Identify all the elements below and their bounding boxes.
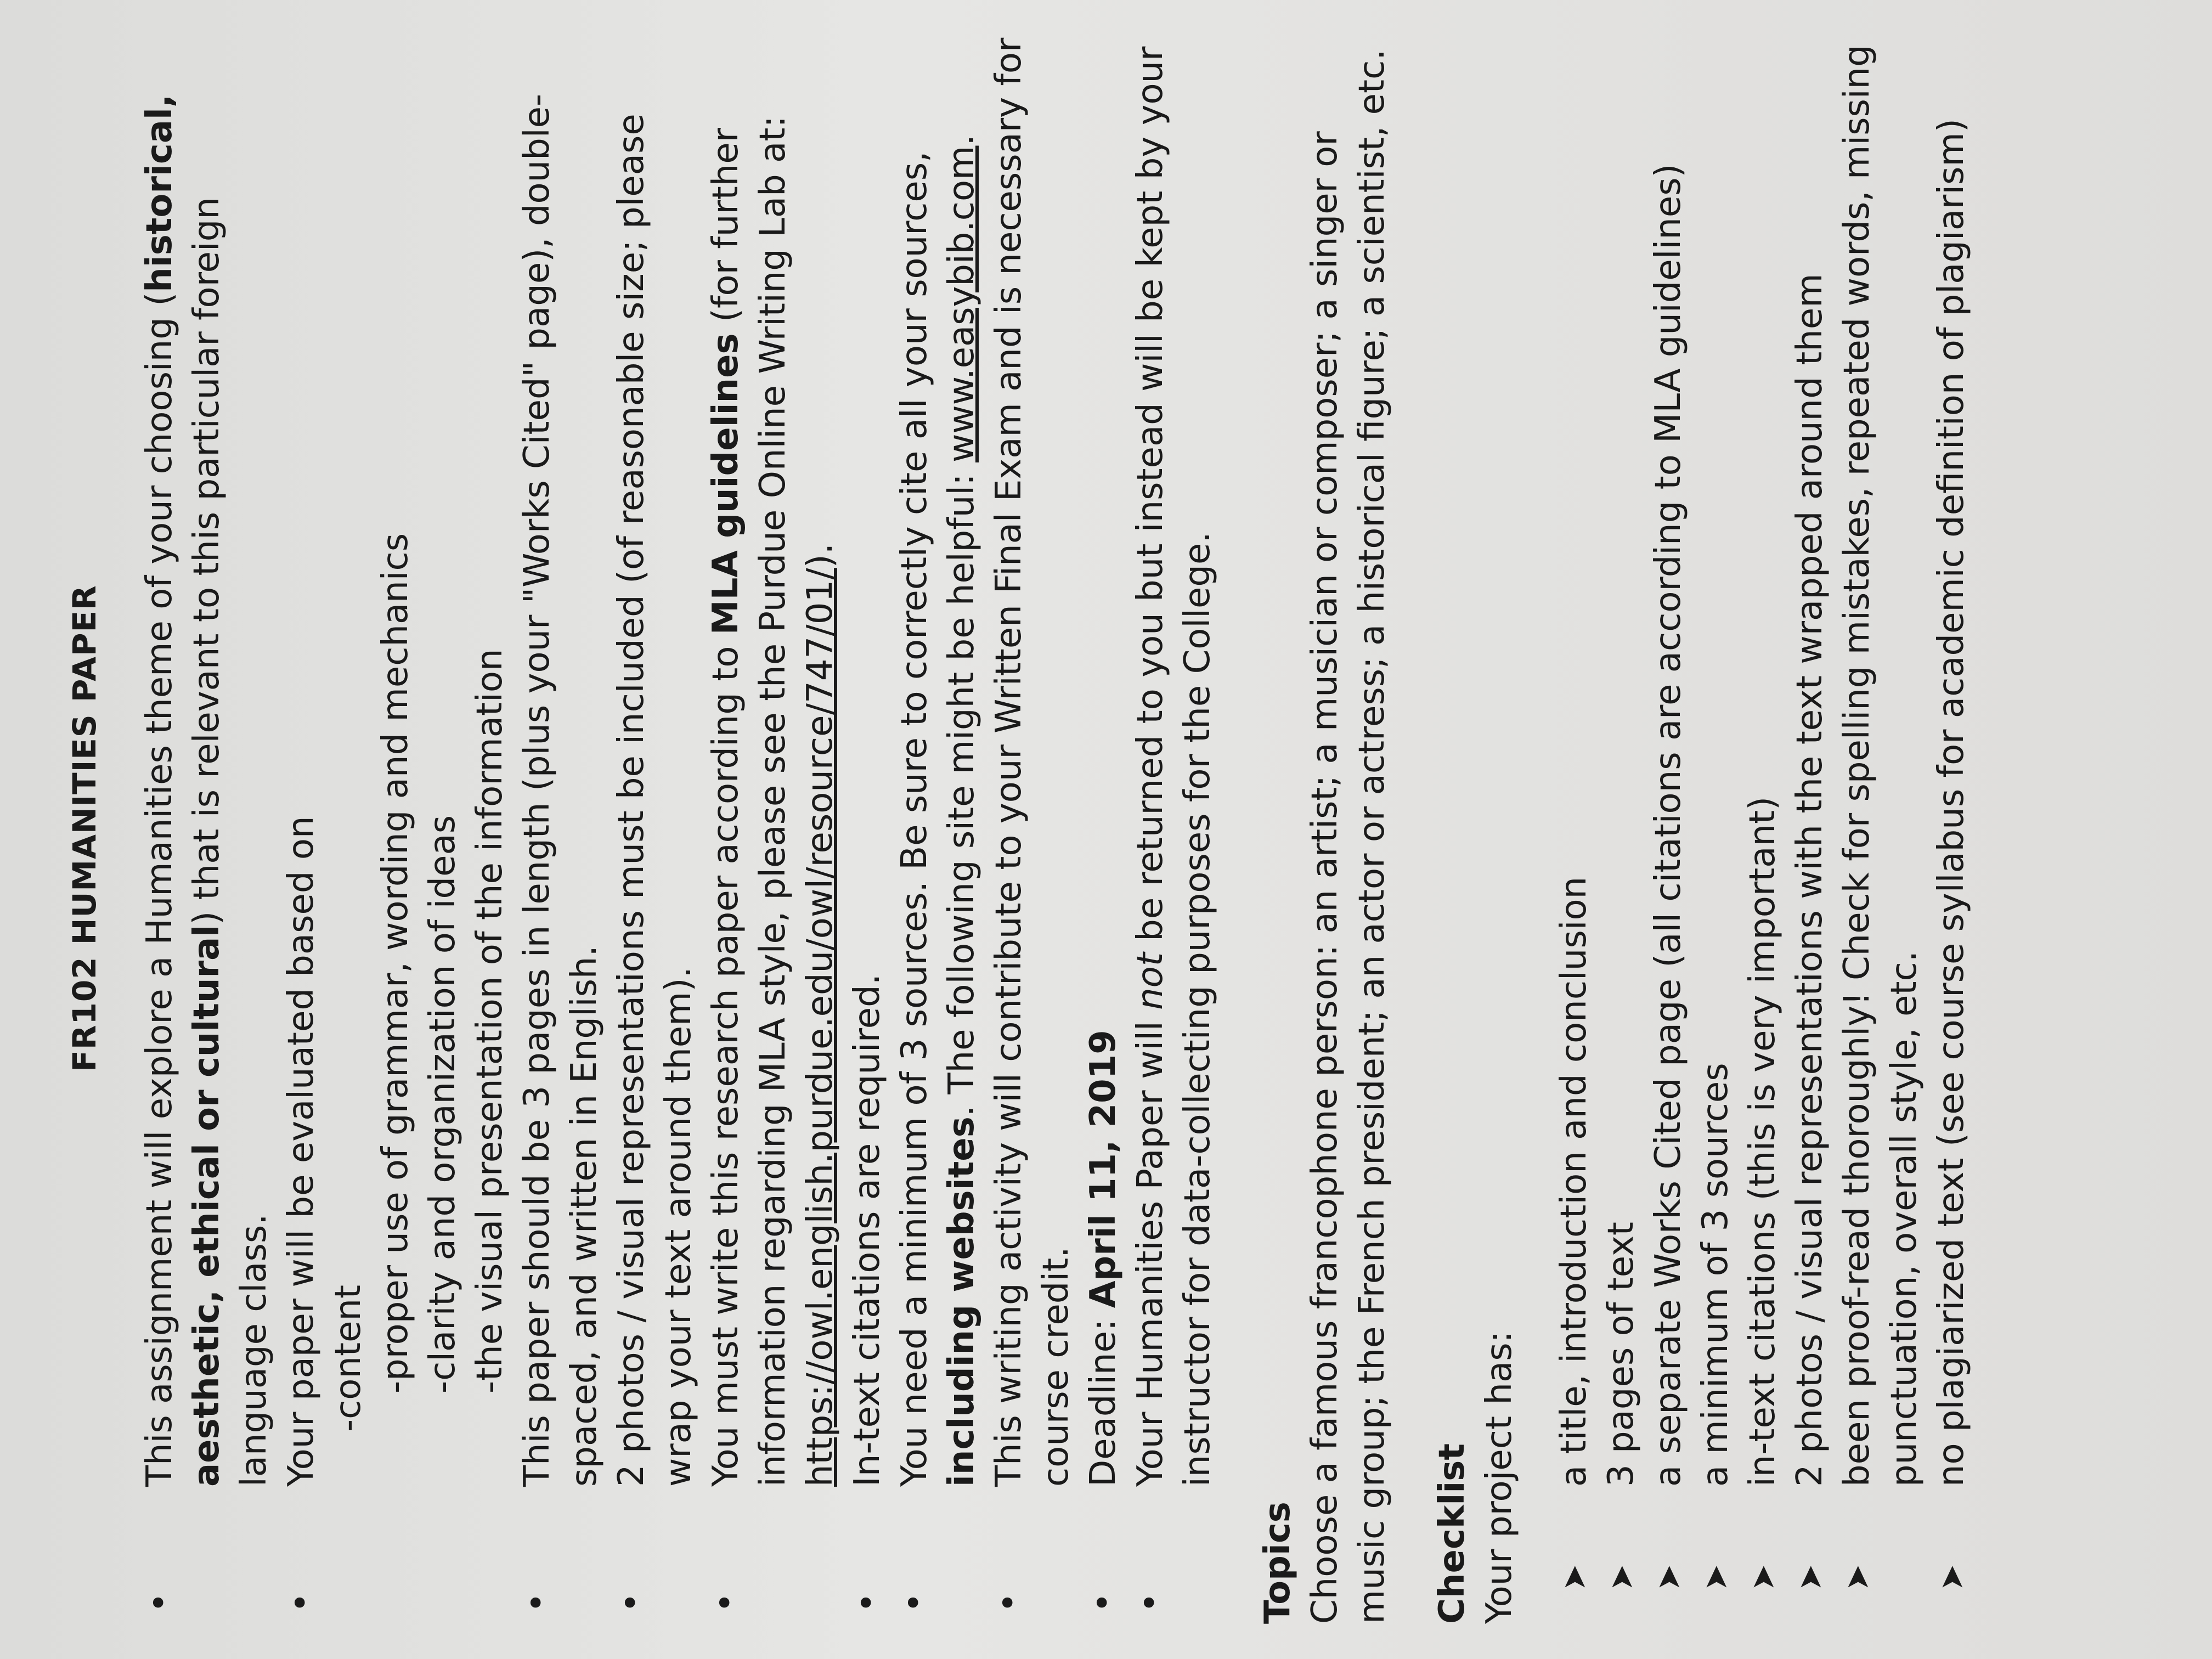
arrow-bullet-icon: ➤ [1933, 1564, 1970, 1591]
item-text: You need a minimum of 3 sources. Be sure to correctly cite all your sources, [894, 151, 935, 1487]
item-text: Deadline: [1083, 1308, 1124, 1487]
purdue-owl-link[interactable]: https://owl.english.purdue.edu/owl/resource/747/01/ [800, 568, 840, 1487]
list-item [1080, 33, 1127, 1624]
document-page [66, 33, 2151, 1624]
checklist-item [1739, 33, 1786, 1624]
arrow-bullet-icon: ➤ [1555, 1564, 1593, 1591]
item-text: This writing activity will contribute to your Written Final Exam and is necessary for course credit. [989, 37, 1076, 1487]
bullet-icon: • [706, 1592, 746, 1613]
checklist-item-text: been proof-read thoroughly! Check for spelling mistakes, repeated words, missing punctuation, overall style, etc. [1837, 44, 1925, 1487]
item-bold-text: including websites [941, 1116, 982, 1487]
checklist-item [1928, 33, 1975, 1624]
list-item [136, 33, 278, 1624]
requirements-list [136, 33, 1221, 1624]
item-italic-text: not [1130, 952, 1171, 1010]
list-item [844, 33, 891, 1624]
checklist-item [1692, 33, 1739, 1624]
bullet-icon: • [1083, 1592, 1124, 1613]
item-text: 2 photos / visual representations must be included (of reasonable size; please wrap your text around them). [611, 114, 699, 1487]
item-text: Your paper will be evaluated based on [281, 816, 321, 1487]
checklist-item [1598, 33, 1645, 1624]
bullet-icon: • [1130, 1592, 1171, 1613]
list-item [1127, 33, 1221, 1624]
item-text: In-text citations are required. [847, 973, 888, 1487]
arrow-bullet-icon: ➤ [1602, 1564, 1640, 1591]
arrow-bullet-icon: ➤ [1650, 1564, 1687, 1591]
arrow-bullet-icon: ➤ [1697, 1564, 1734, 1591]
bullet-icon: • [611, 1592, 652, 1613]
checklist-item-text: in-text citations (this is very important) [1742, 796, 1783, 1487]
checklist-item [1833, 33, 1928, 1624]
topics-heading: Topics [1257, 1502, 1298, 1624]
checklist-item [1550, 33, 1598, 1624]
checklist-intro: Your project has: [1479, 1330, 1520, 1624]
document-title: FR102 HUMANITIES PAPER [66, 585, 103, 1072]
easybib-link[interactable]: www.easybib.com [941, 145, 982, 462]
criterion-item: -proper use of grammar, wording and mechanics [375, 533, 416, 1393]
item-text: This assignment will explore a Humanities theme of your choosing ( [139, 292, 180, 1487]
bullet-icon: • [281, 1592, 321, 1613]
checklist-item [1786, 33, 1833, 1624]
item-text: ). [800, 543, 840, 568]
checklist-item [1645, 33, 1692, 1624]
criterion-item: -clarity and organization of ideas [422, 815, 463, 1393]
bullet-icon: • [894, 1592, 935, 1613]
bullet-icon: • [517, 1592, 557, 1613]
topics-text: Choose a famous francophone person: an artist; a musician or composer; a singer or music group; the French president; an actor or actress; a historical figure; a scientist, etc. [1305, 49, 1392, 1624]
checklist-item-text: a title, introduction and conclusion [1554, 876, 1594, 1487]
arrow-bullet-icon: ➤ [1838, 1564, 1876, 1591]
item-text: be returned to you but instead will be kept by your instructor for data-collecting purposes for the College. [1130, 46, 1218, 1487]
list-item [702, 33, 844, 1624]
item-text: ) that is relevant to this particular foreign language class. [187, 197, 274, 1487]
checklist-item-text: no plagiarized text (see course syllabus for academic definition of plagiarism) [1931, 119, 1972, 1487]
list-item [278, 33, 514, 1624]
criterion-item: -content [328, 1284, 369, 1432]
item-text: This paper should be 3 pages in length (plus your "Works Cited" page), double-spaced, and written in English. [517, 93, 605, 1487]
bullet-icon: • [989, 1592, 1029, 1613]
arrow-bullet-icon: ➤ [1744, 1564, 1781, 1591]
list-item [608, 33, 702, 1624]
checklist-list [1550, 33, 1975, 1624]
checklist-item-text: a minimum of 3 sources [1695, 1063, 1736, 1487]
checklist-item-text: 3 pages of text [1601, 1222, 1641, 1487]
item-text: (for further information regarding MLA style, please see the Purdue Online Writing Lab at: [706, 116, 793, 1487]
item-text: . [941, 134, 982, 146]
deadline-date: April 11, 2019 [1083, 1030, 1124, 1308]
bullet-icon: • [139, 1592, 180, 1613]
bullet-icon: • [847, 1592, 888, 1613]
list-item [891, 33, 985, 1624]
checklist-heading: Checklist [1432, 1443, 1472, 1624]
checklist-item-text: 2 photos / visual representations with the text wrapped around them [1790, 273, 1830, 1487]
checklist-item-text: a separate Works Cited page (all citations are according to MLA guidelines) [1648, 163, 1689, 1487]
list-item [514, 33, 608, 1624]
item-text: You must write this research paper according to [706, 635, 746, 1487]
item-text: . The following site might be helpful: [941, 462, 982, 1117]
criterion-item: -the visual presentation of the information [470, 648, 510, 1393]
item-text: Your Humanities Paper will [1130, 1009, 1171, 1487]
item-bold-text: MLA guidelines [706, 333, 746, 635]
list-item [985, 33, 1080, 1624]
item-bold-text: historical, aesthetic, ethical or cultural [139, 94, 227, 1487]
arrow-bullet-icon: ➤ [1791, 1564, 1829, 1591]
